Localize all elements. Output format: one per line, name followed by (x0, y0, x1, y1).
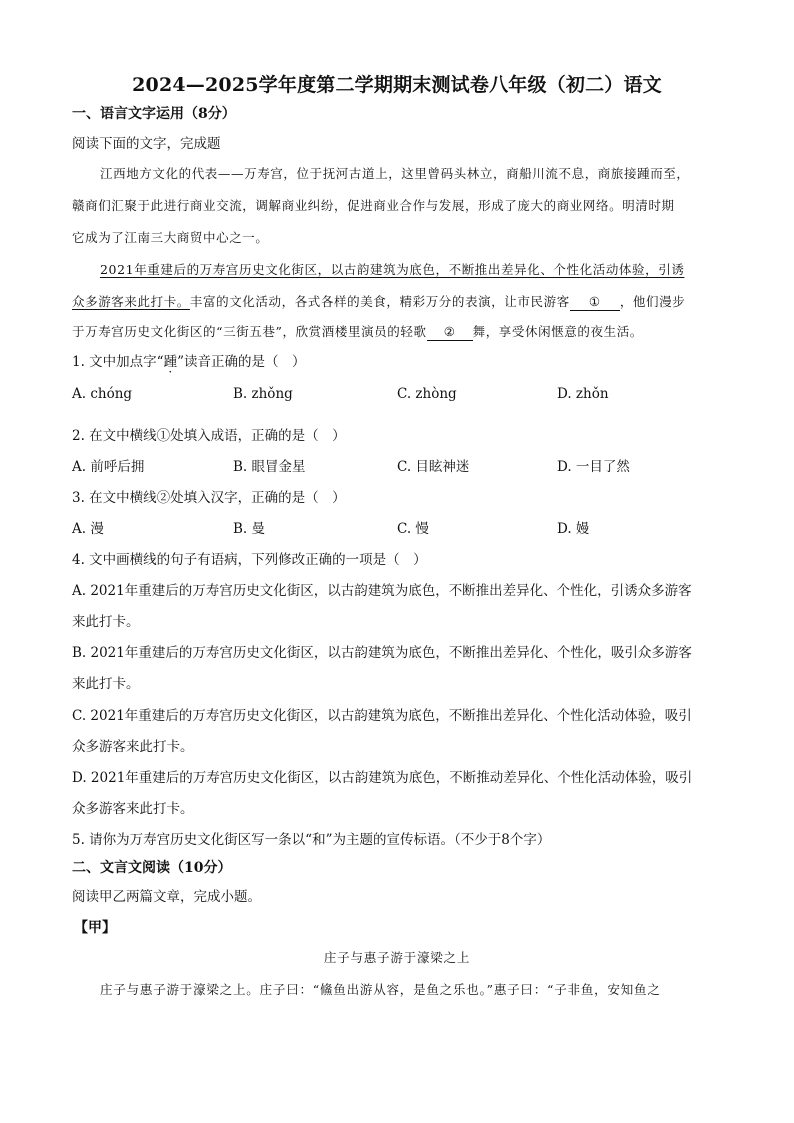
question-4-stem: 4. 文中画横线的句子有语病，下列修改正确的一项是（ ） (72, 552, 427, 568)
passage-label-jia: 【甲】 (74, 920, 116, 936)
underlined-sentence-end: 众多游客来此打卡。 (72, 294, 190, 309)
option-b: B. 眼冒金星 (233, 459, 306, 475)
option-b-line1: B. 2021年重建后的万寿宫历史文化街区，以古韵建筑为底色，不断推出差异化、个性化，吸引众多游客 (72, 645, 692, 661)
option-a: A. 漫 (72, 521, 104, 537)
question-text: 1. 文中加点字“ (72, 354, 164, 370)
option-a: A. 前呼后拥 (72, 459, 145, 475)
section-heading-2: 二、文言文阅读（10分） (72, 860, 232, 876)
dotted-char: 踵 (163, 354, 178, 370)
section-heading-1: 一、语言文字运用（8分） (72, 106, 236, 122)
passage-text: ，他们漫步 (619, 294, 686, 309)
blank-2: ② (427, 324, 473, 341)
question-text: ”读音正确的是（ ） (177, 354, 306, 370)
option-c: C. 慢 (397, 521, 429, 537)
passage-line: 江西地方文化的代表——万寿宫，位于抚河古道上，这里曾码头林立，商船川流不息，商旅接踵而至， (100, 166, 690, 181)
passage-text: 丰富的文化活动，各式各样的美食，精彩万分的表演，让市民游客 (189, 294, 570, 309)
option-b: B. zhǒng (233, 386, 293, 402)
option-d-line2: 众多游客来此打卡。 (72, 801, 194, 817)
option-b-line2: 来此打卡。 (72, 676, 140, 692)
passage-text: 舞，享受休闲惬意的夜生活。 (472, 324, 643, 339)
passage-line (72, 292, 685, 312)
option-c-line2: 众多游客来此打卡。 (72, 739, 194, 755)
option-c: C. 目眩神迷 (397, 459, 470, 475)
passage-text: 于万寿宫历史文化街区的“三街五巷”，欣赏酒楼里演员的轻歌 (72, 324, 427, 339)
article-line: 庄子与惠子游于濠梁之上。庄子曰：“鯈鱼出游从容，是鱼之乐也。”惠子曰：“子非鱼，安知鱼之 (100, 982, 661, 997)
question-1-stem (72, 352, 305, 372)
option-a-line1: A. 2021年重建后的万寿宫历史文化街区，以古韵建筑为底色，不断推出差异化、个性化，引诱众多游客 (72, 583, 692, 599)
question-2-stem: 2. 在文中横线①处填入成语，正确的是（ ） (72, 428, 346, 444)
option-a-line2: 来此打卡。 (72, 614, 140, 630)
article-title: 庄子与惠子游于濠梁之上 (323, 950, 471, 965)
passage-line: 它成为了江南三大商贸中心之一。 (72, 230, 269, 245)
passage-line (72, 322, 643, 342)
option-d: D. 嫚 (557, 521, 590, 537)
option-d-line1: D. 2021年重建后的万寿宫历史文化街区，以古韵建筑为底色，不断推动差异化、个性化活动体验，吸引 (72, 770, 693, 786)
underlined-sentence: 2021年重建后的万寿宫历史文化街区，以古韵建筑为底色，不断推出差异化、个性化活动体验，引诱 (100, 262, 685, 277)
option-a: A. chóng (72, 386, 133, 402)
blank-1: ① (570, 294, 620, 311)
option-d: D. 一目了然 (557, 459, 630, 475)
section-intro-2: 阅读甲乙两篇文章，完成小题。 (72, 889, 261, 905)
option-c: C. zhòng (397, 386, 457, 402)
question-5-stem: 5. 请你为万寿宫历史文化街区写一条以“和”为主题的宣传标语。（不少于8个字） (72, 832, 551, 848)
question-3-stem: 3. 在文中横线②处填入汉字，正确的是（ ） (72, 490, 346, 506)
option-d: D. zhǒn (557, 386, 609, 402)
option-b: B. 曼 (233, 521, 266, 537)
option-c-line1: C. 2021年重建后的万寿宫历史文化街区，以古韵建筑为底色，不断推出差异化、个性化活动体验，吸引 (72, 708, 692, 724)
page-title: 2024—2025学年度第二学期期末测试卷八年级（初二）语文 (132, 74, 662, 96)
section-intro-1: 阅读下面的文字，完成题 (72, 136, 221, 152)
passage-line: 赣商们汇聚于此进行商业交流，调解商业纠纷，促进商业合作与发展，形成了庞大的商业网络。明清时期 (72, 198, 675, 213)
